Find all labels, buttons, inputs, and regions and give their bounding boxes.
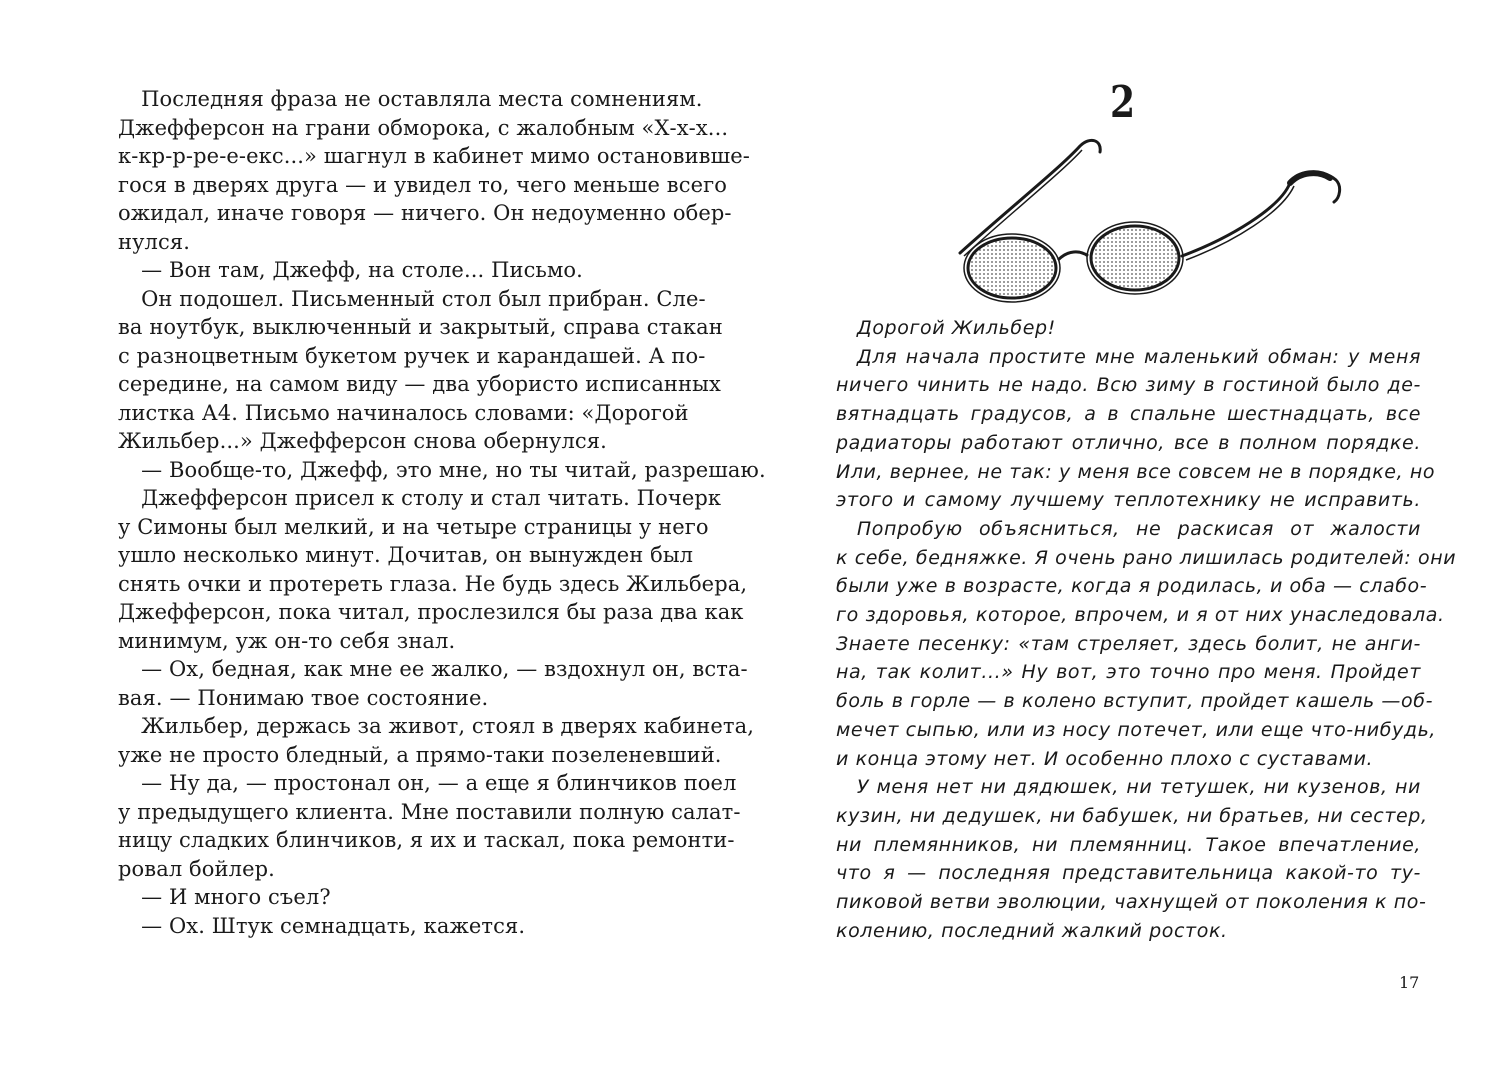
- text-line: были уже в возрасте, когда я родилась, и оба — слабо-: [836, 575, 1428, 598]
- text-line: у Симоны был мелкий, и на четыре страницы у него: [118, 514, 709, 539]
- text-line: — Ох, бедная, как мне ее жалко, — вздохнул он, вста-: [141, 657, 748, 681]
- text-line: Джефферсон, пока читал, прослезился бы раза два как: [118, 600, 744, 624]
- text-line: мечет сыпью, или из носу потечет, или еще что-нибудь,: [836, 718, 1437, 741]
- text-line: Джефферсон присел к столу и стал читать. Почерк: [141, 486, 722, 510]
- text-line: гося в дверях друга — и увидел то, чего меньше всего: [118, 172, 727, 197]
- text-line: середине, на самом виду — два убористо исписанных: [118, 372, 721, 396]
- text-line: этого и самому лучшему теплотехнику не исправить.: [836, 489, 1421, 512]
- text-line: — Вообще-то, Джефф, это мне, но ты читай, разрешаю.: [141, 457, 766, 482]
- text-line: на, так колит...» Ну вот, это точно про меня. Пройдет: [836, 661, 1421, 684]
- text-line: и конца этому нет. И особенно плохо с суставами.: [836, 747, 1374, 770]
- round-glasses-icon: [950, 128, 1350, 303]
- text-line: нулся.: [118, 229, 190, 254]
- text-line: Или, вернее, не так: у меня все совсем не в порядке, но: [836, 460, 1436, 483]
- text-line: ушло несколько минут. Дочитав, он вынужден был: [118, 543, 694, 567]
- text-line: ни племянников, ни племянниц. Такое впечатление,: [836, 833, 1421, 856]
- text-line: Жильбер, держась за живот, стоял в дверях кабинета,: [141, 714, 755, 738]
- text-line: радиаторы работают отлично, все в полном порядке.: [836, 431, 1421, 454]
- text-line: ва ноутбук, выключенный и закрытый, справа стакан: [118, 315, 723, 339]
- chapter-number: 2: [1110, 77, 1136, 128]
- text-line: уже не просто бледный, а прямо-таки позеленевший.: [118, 742, 722, 767]
- text-line: — Ну да, — простонал он, — а еще я блинчиков поел: [141, 771, 737, 795]
- text-line: к себе, бедняжке. Я очень рано лишилась родителей: они: [836, 546, 1457, 569]
- text-line: Попробую объясниться, не раскисая от жалости: [856, 517, 1421, 540]
- text-line: пиковой ветви эволюции, чахнущей от поколения к по-: [836, 891, 1427, 914]
- text-line: Для начала простите мне маленький обман: у меня: [856, 345, 1421, 368]
- text-line: у предыдущего клиента. Мне поставили полную салат-: [118, 799, 741, 824]
- text-line: Джефферсон на грани обморока, с жалобным «Х-х-х...: [118, 115, 729, 140]
- left-text-column: [118, 85, 766, 940]
- text-line: боль в горле — в колено вступит, пройдет кашель —об-: [836, 690, 1434, 713]
- text-line: вая. — Понимаю твое состояние.: [118, 685, 489, 710]
- text-line: го здоровья, которое, впрочем, и я от них унаследовала.: [836, 604, 1445, 627]
- text-line: с разноцветным букетом ручек и карандашей. А по-: [118, 343, 706, 368]
- text-line: — И много съел?: [141, 885, 331, 909]
- text-line: листка А4. Письмо начиналось словами: «Дорогой: [118, 400, 689, 425]
- text-line: колению, последний жалкий росток.: [836, 919, 1228, 942]
- letter-text-column: [836, 314, 1457, 945]
- text-line: ничего чинить не надо. Всю зиму в гостиной было де-: [836, 374, 1421, 397]
- text-line: что я — последняя представительница какой-то ту-: [836, 862, 1421, 885]
- text-line: У меня нет ни дядюшек, ни тетушек, ни кузенов, ни: [856, 776, 1421, 799]
- text-line: — Ох. Штук семнадцать, кажется.: [141, 913, 526, 938]
- page-number: 17: [1399, 973, 1420, 992]
- text-line: Жильбер...» Джефферсон снова обернулся.: [118, 429, 607, 453]
- text-line: к-кр-р-ре-е-екс...» шагнул в кабинет мимо остановивше-: [118, 144, 750, 168]
- text-line: — Вон там, Джефф, на столе... Письмо.: [141, 258, 583, 282]
- text-line: кузин, ни дедушек, ни бабушек, ни братьев, ни сестер,: [836, 804, 1428, 827]
- letter-greeting: Дорогой Жильбер!: [856, 317, 1056, 339]
- text-line: Он подошел. Письменный стол был прибран. Сле-: [141, 286, 706, 311]
- text-line: снять очки и протереть глаза. Не будь здесь Жильбера,: [118, 571, 748, 596]
- text-line: Знаете песенку: «там стреляет, здесь болит, не анги-: [836, 632, 1421, 655]
- text-line: ницу сладких блинчиков, я их и таскал, пока ремонти-: [118, 828, 735, 852]
- text-line: Последняя фраза не оставляла места сомнениям.: [141, 87, 703, 111]
- text-line: ровал бойлер.: [118, 856, 275, 881]
- text-line: ожидал, иначе говоря — ничего. Он недоуменно обер-: [118, 201, 732, 225]
- text-line: вятнадцать градусов, а в спальне шестнадцать, все: [836, 403, 1421, 426]
- text-line: минимум, уж он-то себя знал.: [118, 628, 456, 653]
